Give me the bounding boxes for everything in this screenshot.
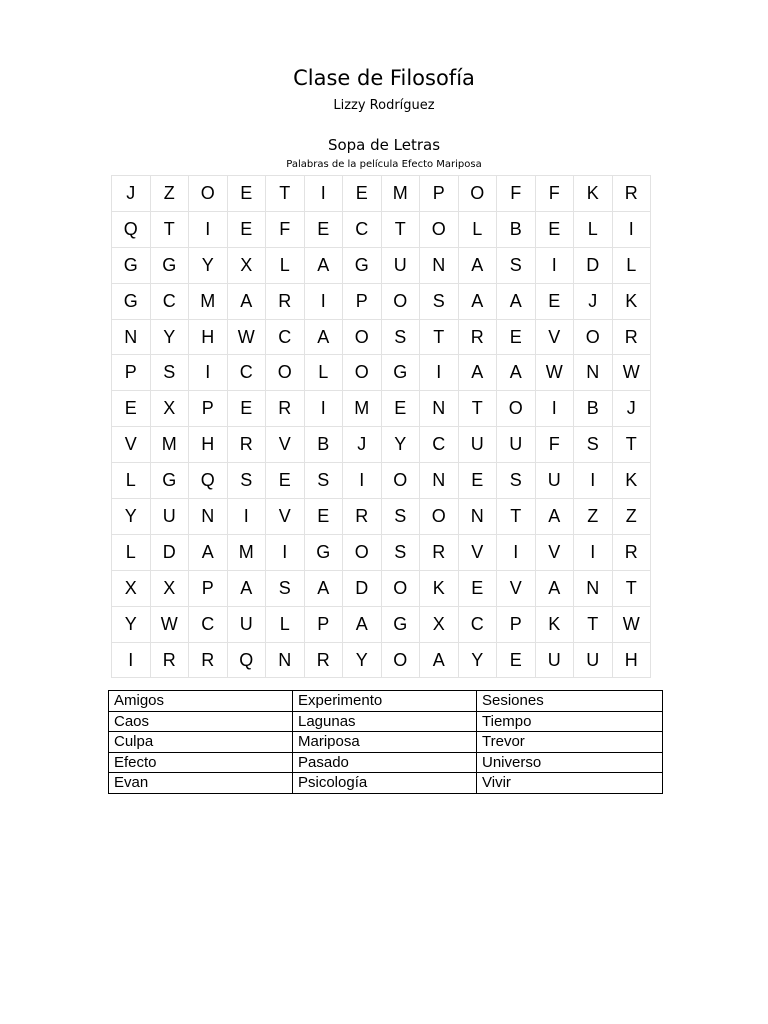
grid-cell: N <box>266 642 305 678</box>
grid-cell: G <box>343 247 382 283</box>
grid-row <box>112 319 651 355</box>
grid-cell: T <box>612 570 651 606</box>
grid-cell: L <box>112 534 151 570</box>
grid-cell: K <box>420 570 459 606</box>
grid-cell: G <box>150 247 189 283</box>
grid-cell: I <box>189 355 228 391</box>
grid-cell: N <box>574 355 613 391</box>
grid-cell: E <box>497 642 536 678</box>
grid-cell: A <box>420 642 459 678</box>
grid-cell: R <box>420 534 459 570</box>
grid-cell: I <box>304 176 343 212</box>
grid-cell: E <box>458 463 497 499</box>
grid-cell: P <box>189 570 228 606</box>
word-list-item: Caos <box>109 711 293 732</box>
grid-cell: W <box>612 355 651 391</box>
grid-cell: O <box>343 355 382 391</box>
grid-cell: T <box>458 391 497 427</box>
word-list-row <box>109 752 663 773</box>
grid-cell: V <box>535 534 574 570</box>
grid-cell: X <box>112 570 151 606</box>
grid-cell: S <box>381 499 420 535</box>
grid-row <box>112 606 651 642</box>
grid-cell: A <box>304 570 343 606</box>
grid-cell: E <box>304 211 343 247</box>
grid-cell: L <box>304 355 343 391</box>
grid-cell: I <box>266 534 305 570</box>
grid-cell: M <box>227 534 266 570</box>
grid-cell: G <box>112 283 151 319</box>
grid-cell: E <box>497 319 536 355</box>
grid-cell: I <box>535 391 574 427</box>
grid-cell: W <box>150 606 189 642</box>
grid-cell: O <box>497 391 536 427</box>
grid-cell: C <box>150 283 189 319</box>
grid-cell: T <box>497 499 536 535</box>
grid-cell: L <box>112 463 151 499</box>
grid-cell: H <box>612 642 651 678</box>
word-list-row <box>109 773 663 794</box>
grid-cell: A <box>497 283 536 319</box>
grid-cell: A <box>458 283 497 319</box>
grid-cell: N <box>420 391 459 427</box>
grid-cell: O <box>574 319 613 355</box>
grid-cell: A <box>497 355 536 391</box>
grid-cell: W <box>612 606 651 642</box>
word-list-item: Psicología <box>293 773 477 794</box>
grid-cell: E <box>304 499 343 535</box>
grid-cell: N <box>574 570 613 606</box>
grid-cell: O <box>343 534 382 570</box>
word-list-item: Lagunas <box>293 711 477 732</box>
grid-cell: B <box>497 211 536 247</box>
grid-cell: K <box>574 176 613 212</box>
grid-cell: O <box>420 211 459 247</box>
grid-cell: M <box>381 176 420 212</box>
grid-cell: M <box>150 427 189 463</box>
grid-cell: D <box>343 570 382 606</box>
grid-cell: A <box>458 355 497 391</box>
grid-row <box>112 283 651 319</box>
grid-cell: I <box>304 391 343 427</box>
grid-cell: I <box>612 211 651 247</box>
grid-cell: S <box>227 463 266 499</box>
grid-cell: P <box>112 355 151 391</box>
grid-cell: F <box>497 176 536 212</box>
grid-cell: T <box>420 319 459 355</box>
grid-cell: F <box>266 211 305 247</box>
grid-cell: I <box>189 211 228 247</box>
grid-cell: Z <box>150 176 189 212</box>
grid-cell: C <box>227 355 266 391</box>
grid-cell: U <box>227 606 266 642</box>
grid-cell: U <box>535 463 574 499</box>
word-list-item: Culpa <box>109 732 293 753</box>
grid-cell: R <box>458 319 497 355</box>
grid-row <box>112 355 651 391</box>
word-list-item: Mariposa <box>293 732 477 753</box>
grid-cell: R <box>227 427 266 463</box>
grid-cell: Z <box>574 499 613 535</box>
grid-cell: R <box>612 534 651 570</box>
grid-cell: A <box>535 570 574 606</box>
grid-cell: X <box>227 247 266 283</box>
grid-cell: I <box>343 463 382 499</box>
grid-cell: U <box>497 427 536 463</box>
grid-cell: O <box>381 283 420 319</box>
grid-row <box>112 642 651 678</box>
grid-cell: Q <box>189 463 228 499</box>
grid-cell: E <box>343 176 382 212</box>
grid-cell: Z <box>612 499 651 535</box>
word-list-row <box>109 691 663 712</box>
grid-cell: O <box>420 499 459 535</box>
grid-cell: W <box>535 355 574 391</box>
grid-cell: Y <box>112 499 151 535</box>
puzzle-title: Sopa de Letras <box>327 136 441 154</box>
word-list-item: Trevor <box>477 732 663 753</box>
grid-cell: G <box>304 534 343 570</box>
grid-cell: G <box>150 463 189 499</box>
grid-cell: A <box>535 499 574 535</box>
author-name: Lizzy Rodríguez <box>333 98 435 113</box>
grid-cell: A <box>189 534 228 570</box>
grid-cell: O <box>266 355 305 391</box>
grid-cell: V <box>535 319 574 355</box>
grid-cell: H <box>189 319 228 355</box>
grid-cell: X <box>150 391 189 427</box>
grid-cell: C <box>420 427 459 463</box>
grid-cell: U <box>535 642 574 678</box>
grid-cell: G <box>381 355 420 391</box>
letter-grid <box>111 175 651 678</box>
grid-cell: J <box>612 391 651 427</box>
grid-cell: O <box>458 176 497 212</box>
grid-cell: L <box>266 606 305 642</box>
grid-cell: R <box>612 176 651 212</box>
word-list-table <box>108 690 663 794</box>
grid-cell: T <box>150 211 189 247</box>
word-list-item: Evan <box>109 773 293 794</box>
grid-cell: W <box>227 319 266 355</box>
grid-cell: R <box>150 642 189 678</box>
grid-cell: T <box>574 606 613 642</box>
grid-cell: D <box>150 534 189 570</box>
grid-cell: L <box>612 247 651 283</box>
grid-cell: E <box>535 283 574 319</box>
grid-cell: P <box>497 606 536 642</box>
grid-cell: Y <box>343 642 382 678</box>
grid-cell: Y <box>150 319 189 355</box>
grid-cell: M <box>189 283 228 319</box>
grid-cell: S <box>150 355 189 391</box>
grid-cell: F <box>535 176 574 212</box>
grid-cell: N <box>420 247 459 283</box>
grid-cell: X <box>150 570 189 606</box>
grid-cell: E <box>458 570 497 606</box>
grid-row <box>112 211 651 247</box>
grid-cell: R <box>189 642 228 678</box>
grid-cell: D <box>574 247 613 283</box>
grid-cell: E <box>266 463 305 499</box>
grid-cell: I <box>574 463 613 499</box>
grid-cell: S <box>381 534 420 570</box>
grid-cell: N <box>112 319 151 355</box>
grid-cell: Y <box>381 427 420 463</box>
grid-cell: Q <box>227 642 266 678</box>
grid-cell: J <box>574 283 613 319</box>
grid-row <box>112 427 651 463</box>
grid-cell: S <box>420 283 459 319</box>
grid-cell: P <box>343 283 382 319</box>
grid-row <box>112 391 651 427</box>
grid-cell: O <box>381 642 420 678</box>
grid-cell: R <box>266 283 305 319</box>
grid-cell: R <box>343 499 382 535</box>
grid-cell: F <box>535 427 574 463</box>
grid-cell: T <box>612 427 651 463</box>
grid-cell: V <box>266 427 305 463</box>
grid-cell: V <box>266 499 305 535</box>
grid-cell: R <box>304 642 343 678</box>
grid-cell: Y <box>189 247 228 283</box>
word-list-item: Experimento <box>293 691 477 712</box>
grid-cell: K <box>612 283 651 319</box>
grid-cell: M <box>343 391 382 427</box>
grid-cell: O <box>381 570 420 606</box>
grid-cell: S <box>574 427 613 463</box>
grid-cell: I <box>497 534 536 570</box>
grid-cell: I <box>227 499 266 535</box>
grid-cell: A <box>458 247 497 283</box>
grid-cell: G <box>112 247 151 283</box>
grid-cell: S <box>304 463 343 499</box>
grid-cell: E <box>535 211 574 247</box>
grid-cell: G <box>381 606 420 642</box>
grid-cell: P <box>420 176 459 212</box>
grid-cell: A <box>304 319 343 355</box>
grid-cell: O <box>381 463 420 499</box>
grid-cell: O <box>189 176 228 212</box>
grid-cell: S <box>497 463 536 499</box>
grid-cell: J <box>343 427 382 463</box>
grid-cell: C <box>266 319 305 355</box>
grid-cell: S <box>381 319 420 355</box>
grid-cell: Y <box>112 606 151 642</box>
grid-cell: E <box>227 391 266 427</box>
grid-cell: I <box>112 642 151 678</box>
grid-cell: S <box>497 247 536 283</box>
word-list-row <box>109 732 663 753</box>
grid-cell: K <box>535 606 574 642</box>
grid-cell: B <box>304 427 343 463</box>
page-title: Clase de Filosofía <box>293 66 475 90</box>
grid-cell: V <box>458 534 497 570</box>
grid-cell: V <box>497 570 536 606</box>
grid-cell: K <box>612 463 651 499</box>
grid-cell: O <box>343 319 382 355</box>
grid-cell: U <box>381 247 420 283</box>
grid-cell: Q <box>112 211 151 247</box>
grid-cell: X <box>420 606 459 642</box>
puzzle-subtitle: Palabras de la película Efecto Mariposa <box>286 159 482 170</box>
grid-cell: H <box>189 427 228 463</box>
grid-cell: U <box>150 499 189 535</box>
grid-cell: N <box>458 499 497 535</box>
word-list-item: Universo <box>477 752 663 773</box>
grid-cell: E <box>227 211 266 247</box>
grid-cell: L <box>458 211 497 247</box>
grid-cell: A <box>343 606 382 642</box>
grid-cell: C <box>189 606 228 642</box>
grid-cell: A <box>227 570 266 606</box>
grid-row <box>112 247 651 283</box>
grid-cell: I <box>535 247 574 283</box>
word-list-item: Amigos <box>109 691 293 712</box>
grid-cell: J <box>112 176 151 212</box>
grid-cell: T <box>381 211 420 247</box>
grid-cell: L <box>266 247 305 283</box>
grid-row <box>112 534 651 570</box>
grid-cell: C <box>343 211 382 247</box>
word-list-item: Pasado <box>293 752 477 773</box>
grid-row <box>112 570 651 606</box>
grid-cell: A <box>227 283 266 319</box>
grid-cell: P <box>189 391 228 427</box>
grid-cell: V <box>112 427 151 463</box>
word-list-item: Vivir <box>477 773 663 794</box>
grid-cell: Y <box>458 642 497 678</box>
word-list-item: Sesiones <box>477 691 663 712</box>
word-list-item: Tiempo <box>477 711 663 732</box>
grid-cell: R <box>266 391 305 427</box>
grid-cell: N <box>189 499 228 535</box>
grid-cell: C <box>458 606 497 642</box>
grid-cell: E <box>112 391 151 427</box>
word-list-row <box>109 711 663 732</box>
grid-cell: B <box>574 391 613 427</box>
grid-cell: T <box>266 176 305 212</box>
grid-cell: E <box>381 391 420 427</box>
grid-cell: U <box>458 427 497 463</box>
grid-cell: U <box>574 642 613 678</box>
grid-cell: L <box>574 211 613 247</box>
grid-cell: R <box>612 319 651 355</box>
grid-cell: E <box>227 176 266 212</box>
grid-cell: I <box>420 355 459 391</box>
grid-row <box>112 463 651 499</box>
grid-cell: A <box>304 247 343 283</box>
grid-row <box>112 176 651 212</box>
grid-row <box>112 499 651 535</box>
grid-cell: P <box>304 606 343 642</box>
grid-cell: S <box>266 570 305 606</box>
word-list-item: Efecto <box>109 752 293 773</box>
grid-cell: N <box>420 463 459 499</box>
grid-cell: I <box>574 534 613 570</box>
grid-cell: I <box>304 283 343 319</box>
